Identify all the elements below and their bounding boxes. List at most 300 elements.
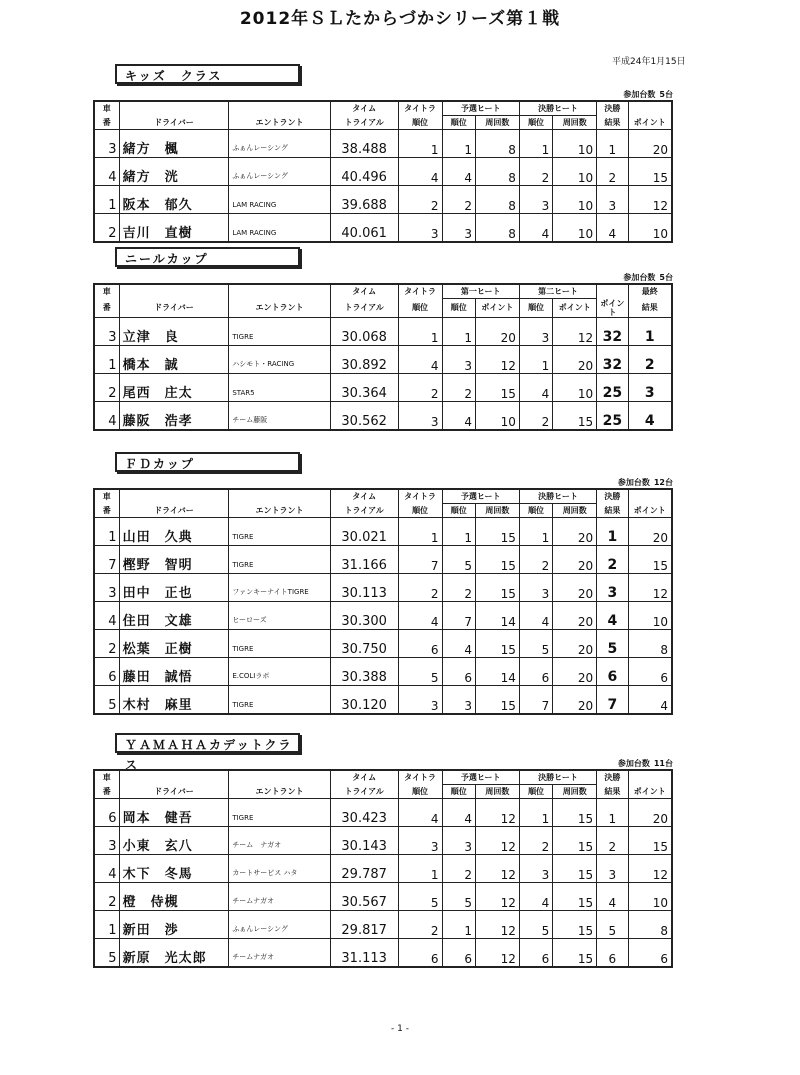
table-row — [94, 186, 672, 214]
heat2-rank: 1 — [519, 518, 552, 546]
heat1-rank: 3 — [442, 686, 475, 715]
entrant-name: TIGRE — [229, 546, 330, 574]
col-header-heat2: 決勝ヒート — [519, 489, 596, 504]
col-header-heat1-rank: 順位 — [442, 504, 475, 518]
col-header-tt-top: タイトラ — [398, 489, 442, 504]
col-header-entrant-spacer — [229, 489, 330, 504]
table-row — [94, 214, 672, 243]
heat1-rank: 3 — [442, 345, 475, 373]
col-header-result-top: 決勝 — [597, 770, 628, 785]
time-trial: 30.120 — [330, 686, 398, 715]
col-header-time-bottom: トライアル — [330, 116, 398, 130]
heat1-rank: 2 — [442, 373, 475, 401]
entrant-name: TIGRE — [229, 317, 330, 345]
entrant-name: チーム ナガオ — [229, 827, 330, 855]
col-header-driver-spacer — [119, 770, 229, 785]
driver-name: 尾西 庄太 — [119, 373, 229, 401]
driver-name: 吉川 直樹 — [119, 214, 229, 243]
driver-name: 山田 久典 — [119, 518, 229, 546]
col-header-tt-bottom: 順位 — [398, 116, 442, 130]
time-trial-rank: 7 — [398, 546, 442, 574]
heat2-value: 20 — [553, 574, 597, 602]
heat1-value: 12 — [475, 939, 519, 968]
participant-count-value: 5台 — [659, 90, 673, 99]
heat2-value: 15 — [553, 401, 597, 430]
result-column-a: 5 — [597, 911, 628, 939]
col-header-car-no-top: 車 — [94, 101, 119, 116]
time-trial: 31.166 — [330, 546, 398, 574]
heat2-rank: 3 — [519, 186, 552, 214]
heat1-rank: 6 — [442, 658, 475, 686]
result-column-a: 32 — [597, 317, 628, 345]
car-number: 6 — [94, 799, 119, 827]
result-column-b: 12 — [628, 855, 672, 883]
result-column-b: 20 — [628, 518, 672, 546]
col-header-heat1-rank: 順位 — [442, 299, 475, 318]
time-trial: 30.423 — [330, 799, 398, 827]
time-trial-rank: 1 — [398, 130, 442, 158]
heat2-rank: 1 — [519, 799, 552, 827]
heat2-rank: 7 — [519, 686, 552, 715]
participant-count — [614, 758, 673, 769]
entrant-name: LAM RACING — [229, 214, 330, 243]
results-table — [93, 283, 673, 431]
table-row — [94, 939, 672, 968]
time-trial: 30.143 — [330, 827, 398, 855]
col-header-heat1: 予選ヒート — [442, 101, 519, 116]
col-header-result-bottom: 結果 — [597, 504, 628, 518]
result-column-a: 2 — [597, 546, 628, 574]
driver-name: 立津 良 — [119, 317, 229, 345]
col-header-tt-bottom: 順位 — [398, 785, 442, 799]
participant-count-label: 参加台数 — [617, 759, 650, 768]
participant-count-value: 5台 — [659, 273, 673, 282]
result-column-a: 32 — [597, 345, 628, 373]
col-header-tt-top: タイトラ — [398, 101, 442, 116]
car-number: 4 — [94, 158, 119, 186]
result-column-b: 10 — [628, 214, 672, 243]
result-column-a: 7 — [597, 686, 628, 715]
heat1-value: 8 — [475, 130, 519, 158]
car-number: 3 — [94, 574, 119, 602]
participant-count-value: 11台 — [653, 759, 673, 768]
col-header-heat1-rank: 順位 — [442, 116, 475, 130]
table-row — [94, 630, 672, 658]
col-header-car-no-bottom: 番 — [94, 785, 119, 799]
col-header-time-bottom: トライアル — [330, 299, 398, 318]
driver-name: 木下 冬馬 — [119, 855, 229, 883]
heat2-rank: 4 — [519, 883, 552, 911]
heat1-value: 8 — [475, 158, 519, 186]
heat1-value: 15 — [475, 546, 519, 574]
table-row — [94, 602, 672, 630]
results-table — [93, 769, 673, 968]
table-row — [94, 373, 672, 401]
col-header-last-top — [628, 101, 672, 116]
driver-name: 住田 文雄 — [119, 602, 229, 630]
heat1-rank: 1 — [442, 518, 475, 546]
table-row — [94, 130, 672, 158]
participant-count-label: 参加台数 — [617, 478, 650, 487]
entrant-name: STAR5 — [229, 373, 330, 401]
heat2-value: 20 — [553, 518, 597, 546]
result-column-a: 6 — [597, 658, 628, 686]
table-row — [94, 686, 672, 715]
car-number: 2 — [94, 214, 119, 243]
entrant-name: TIGRE — [229, 630, 330, 658]
result-column-b: 6 — [628, 658, 672, 686]
heat1-rank: 1 — [442, 911, 475, 939]
driver-name: 橙 侍槻 — [119, 883, 229, 911]
col-header-tt-bottom: 順位 — [398, 299, 442, 318]
heat2-value: 10 — [553, 373, 597, 401]
section-neil-cup — [93, 247, 673, 427]
entrant-name: チームナガオ — [229, 883, 330, 911]
heat1-value: 15 — [475, 518, 519, 546]
driver-name: 木村 麻里 — [119, 686, 229, 715]
time-trial: 30.068 — [330, 317, 398, 345]
car-number: 5 — [94, 686, 119, 715]
heat2-rank: 4 — [519, 602, 552, 630]
col-header-entrant: エントラント — [229, 299, 330, 318]
participant-count — [619, 272, 673, 283]
result-column-a: 1 — [597, 518, 628, 546]
col-header-heat2-rank: 順位 — [519, 116, 552, 130]
heat1-rank: 4 — [442, 799, 475, 827]
result-column-a: 1 — [597, 799, 628, 827]
heat2-rank: 5 — [519, 911, 552, 939]
heat1-value: 15 — [475, 574, 519, 602]
heat2-rank: 3 — [519, 855, 552, 883]
table-row — [94, 658, 672, 686]
col-header-last: ポイント — [628, 116, 672, 130]
heat2-rank: 2 — [519, 158, 552, 186]
entrant-name: ハシモト・RACING — [229, 345, 330, 373]
heat1-rank: 2 — [442, 855, 475, 883]
col-header-heat2-rank: 順位 — [519, 504, 552, 518]
col-header-time-top: タイム — [330, 101, 398, 116]
col-header-last-top — [628, 489, 672, 504]
car-number: 2 — [94, 883, 119, 911]
heat1-rank: 6 — [442, 939, 475, 968]
heat2-rank: 3 — [519, 317, 552, 345]
result-column-a: 3 — [597, 186, 628, 214]
time-trial: 31.113 — [330, 939, 398, 968]
col-header-last-top — [628, 770, 672, 785]
participant-count-label: 参加台数 — [623, 273, 656, 282]
car-number: 5 — [94, 939, 119, 968]
time-trial: 30.300 — [330, 602, 398, 630]
heat1-value: 15 — [475, 373, 519, 401]
car-number: 1 — [94, 186, 119, 214]
time-trial-rank: 1 — [398, 518, 442, 546]
col-header-car-no-bottom: 番 — [94, 116, 119, 130]
entrant-name: ヒーローズ — [229, 602, 330, 630]
result-column-b: 10 — [628, 883, 672, 911]
result-column-a: 4 — [597, 602, 628, 630]
time-trial-rank: 4 — [398, 799, 442, 827]
col-header-last-top: 最終 — [628, 284, 672, 299]
col-header-result-bottom: 結果 — [597, 785, 628, 799]
col-header-result-top: 決勝 — [597, 101, 628, 116]
heat1-value: 12 — [475, 883, 519, 911]
result-column-b: 4 — [628, 686, 672, 715]
time-trial: 29.817 — [330, 911, 398, 939]
col-header-car-no-top: 車 — [94, 770, 119, 785]
col-header-heat1-value: ポイント — [475, 299, 519, 318]
table-row — [94, 883, 672, 911]
col-header-last: ポイント — [628, 504, 672, 518]
col-header-heat2: 第二ヒート — [519, 284, 596, 299]
heat1-rank: 3 — [442, 214, 475, 243]
result-column-a: 25 — [597, 373, 628, 401]
col-header-last: 結果 — [628, 299, 672, 318]
col-header-driver: ドライバー — [119, 116, 229, 130]
table-row — [94, 855, 672, 883]
driver-name: 田中 正也 — [119, 574, 229, 602]
heat2-value: 15 — [553, 911, 597, 939]
col-header-heat2: 決勝ヒート — [519, 101, 596, 116]
col-header-entrant: エントラント — [229, 116, 330, 130]
heat2-rank: 1 — [519, 345, 552, 373]
car-number: 6 — [94, 658, 119, 686]
heat1-value: 14 — [475, 602, 519, 630]
section-title: ＹＡＭＡＨＡカデットクラス — [115, 733, 300, 753]
heat2-rank: 2 — [519, 401, 552, 430]
entrant-name: TIGRE — [229, 518, 330, 546]
entrant-name: チームナガオ — [229, 939, 330, 968]
participant-count-value: 12台 — [653, 478, 673, 487]
result-column-b: 8 — [628, 630, 672, 658]
heat1-rank: 1 — [442, 317, 475, 345]
result-column-a: 4 — [597, 214, 628, 243]
car-number: 2 — [94, 373, 119, 401]
heat2-value: 10 — [553, 214, 597, 243]
col-header-time-bottom: トライアル — [330, 785, 398, 799]
col-header-time-top: タイム — [330, 284, 398, 299]
col-header-time-top: タイム — [330, 770, 398, 785]
entrant-name: TIGRE — [229, 799, 330, 827]
col-header-result-top — [597, 284, 628, 299]
time-trial-rank: 3 — [398, 827, 442, 855]
entrant-name: カートサービス ハタ — [229, 855, 330, 883]
section-title: ＦＤカップ — [115, 452, 300, 472]
col-header-driver-spacer — [119, 489, 229, 504]
heat2-rank: 1 — [519, 130, 552, 158]
result-column-b: 20 — [628, 130, 672, 158]
driver-name: 岡本 健吾 — [119, 799, 229, 827]
car-number: 1 — [94, 518, 119, 546]
col-header-car-no-bottom: 番 — [94, 299, 119, 318]
time-trial: 29.787 — [330, 855, 398, 883]
col-header-heat1: 予選ヒート — [442, 770, 519, 785]
col-header-driver: ドライバー — [119, 785, 229, 799]
col-header-driver: ドライバー — [119, 299, 229, 318]
col-header-last: ポイント — [628, 785, 672, 799]
col-header-entrant-spacer — [229, 284, 330, 299]
table-row — [94, 574, 672, 602]
heat1-rank: 4 — [442, 158, 475, 186]
col-header-heat2-value: 周回数 — [553, 504, 597, 518]
result-column-b: 15 — [628, 827, 672, 855]
time-trial-rank: 2 — [398, 574, 442, 602]
driver-name: 松葉 正樹 — [119, 630, 229, 658]
heat1-rank: 2 — [442, 186, 475, 214]
heat1-rank: 4 — [442, 630, 475, 658]
entrant-name: チーム藤阪 — [229, 401, 330, 430]
document-date: 平成24年1月15日 — [612, 57, 686, 67]
heat1-value: 12 — [475, 799, 519, 827]
time-trial: 30.892 — [330, 345, 398, 373]
col-header-heat2-value: 周回数 — [553, 785, 597, 799]
col-header-driver: ドライバー — [119, 504, 229, 518]
heat2-rank: 2 — [519, 827, 552, 855]
heat2-value: 15 — [553, 827, 597, 855]
col-header-heat2-rank: 順位 — [519, 299, 552, 318]
heat2-rank: 3 — [519, 574, 552, 602]
time-trial-rank: 3 — [398, 686, 442, 715]
col-header-entrant-spacer — [229, 770, 330, 785]
heat1-value: 12 — [475, 345, 519, 373]
col-header-time-top: タイム — [330, 489, 398, 504]
col-header-driver-spacer — [119, 284, 229, 299]
heat2-rank: 4 — [519, 373, 552, 401]
section-kids — [93, 64, 673, 244]
col-header-heat1-rank: 順位 — [442, 785, 475, 799]
time-trial: 30.113 — [330, 574, 398, 602]
heat1-rank: 1 — [442, 130, 475, 158]
time-trial: 39.688 — [330, 186, 398, 214]
heat2-value: 12 — [553, 317, 597, 345]
results-table — [93, 100, 673, 243]
time-trial-rank: 2 — [398, 373, 442, 401]
result-column-b: 12 — [628, 186, 672, 214]
heat2-value: 20 — [553, 658, 597, 686]
time-trial-rank: 6 — [398, 939, 442, 968]
heat2-rank: 4 — [519, 214, 552, 243]
heat2-value: 15 — [553, 883, 597, 911]
time-trial: 30.750 — [330, 630, 398, 658]
heat2-value: 20 — [553, 345, 597, 373]
results-table — [93, 488, 673, 715]
entrant-name: E.COLIラボ — [229, 658, 330, 686]
result-column-a: 5 — [597, 630, 628, 658]
result-column-a: 25 — [597, 401, 628, 430]
result-column-a: 2 — [597, 827, 628, 855]
col-header-result-bottom: ポイント — [597, 299, 628, 318]
result-column-a: 3 — [597, 855, 628, 883]
time-trial-rank: 3 — [398, 214, 442, 243]
col-header-heat1: 予選ヒート — [442, 489, 519, 504]
heat1-value: 8 — [475, 214, 519, 243]
result-column-b: 10 — [628, 602, 672, 630]
col-header-tt-bottom: 順位 — [398, 504, 442, 518]
col-header-entrant: エントラント — [229, 785, 330, 799]
heat2-rank: 2 — [519, 546, 552, 574]
entrant-name: TIGRE — [229, 686, 330, 715]
heat1-rank: 2 — [442, 574, 475, 602]
heat2-rank: 5 — [519, 630, 552, 658]
time-trial-rank: 1 — [398, 855, 442, 883]
heat1-value: 15 — [475, 630, 519, 658]
col-header-heat1-value: 周回数 — [475, 116, 519, 130]
table-row — [94, 345, 672, 373]
driver-name: 橋本 誠 — [119, 345, 229, 373]
section-title: キッズ クラス — [115, 64, 300, 84]
entrant-name: ふぁんレーシング — [229, 158, 330, 186]
result-column-b: 3 — [628, 373, 672, 401]
heat2-rank: 6 — [519, 939, 552, 968]
time-trial: 30.388 — [330, 658, 398, 686]
heat2-value: 20 — [553, 630, 597, 658]
result-column-a: 2 — [597, 158, 628, 186]
time-trial-rank: 1 — [398, 317, 442, 345]
heat2-value: 10 — [553, 158, 597, 186]
heat2-value: 15 — [553, 855, 597, 883]
heat2-value: 20 — [553, 602, 597, 630]
result-column-b: 12 — [628, 574, 672, 602]
time-trial: 30.562 — [330, 401, 398, 430]
time-trial: 38.488 — [330, 130, 398, 158]
table-row — [94, 317, 672, 345]
col-header-entrant-spacer — [229, 101, 330, 116]
heat1-value: 15 — [475, 686, 519, 715]
heat1-value: 14 — [475, 658, 519, 686]
time-trial-rank: 4 — [398, 345, 442, 373]
time-trial-rank: 5 — [398, 658, 442, 686]
heat2-value: 20 — [553, 546, 597, 574]
time-trial: 30.364 — [330, 373, 398, 401]
time-trial-rank: 3 — [398, 401, 442, 430]
car-number: 4 — [94, 855, 119, 883]
driver-name: 緒方 洸 — [119, 158, 229, 186]
col-header-heat2-rank: 順位 — [519, 785, 552, 799]
driver-name: 新田 渉 — [119, 911, 229, 939]
car-number: 3 — [94, 317, 119, 345]
heat2-value: 15 — [553, 939, 597, 968]
col-header-entrant: エントラント — [229, 504, 330, 518]
col-header-result-bottom: 結果 — [597, 116, 628, 130]
time-trial: 40.496 — [330, 158, 398, 186]
heat2-value: 10 — [553, 130, 597, 158]
col-header-heat1: 第一ヒート — [442, 284, 519, 299]
heat1-rank: 5 — [442, 883, 475, 911]
col-header-time-bottom: トライアル — [330, 504, 398, 518]
car-number: 4 — [94, 602, 119, 630]
heat2-value: 15 — [553, 799, 597, 827]
result-column-b: 15 — [628, 158, 672, 186]
driver-name: 藤田 誠悟 — [119, 658, 229, 686]
result-column-b: 6 — [628, 939, 672, 968]
col-header-tt-top: タイトラ — [398, 284, 442, 299]
car-number: 2 — [94, 630, 119, 658]
table-row — [94, 546, 672, 574]
car-number: 1 — [94, 345, 119, 373]
heat1-value: 10 — [475, 401, 519, 430]
driver-name: 新原 光太郎 — [119, 939, 229, 968]
table-row — [94, 518, 672, 546]
section-title: ニールカップ — [115, 247, 300, 267]
time-trial-rank: 4 — [398, 602, 442, 630]
time-trial-rank: 4 — [398, 158, 442, 186]
col-header-heat1-value: 周回数 — [475, 504, 519, 518]
heat2-value: 10 — [553, 186, 597, 214]
heat2-rank: 6 — [519, 658, 552, 686]
heat1-value: 12 — [475, 827, 519, 855]
heat1-value: 12 — [475, 855, 519, 883]
col-header-heat1-value: 周回数 — [475, 785, 519, 799]
driver-name: 小東 玄八 — [119, 827, 229, 855]
